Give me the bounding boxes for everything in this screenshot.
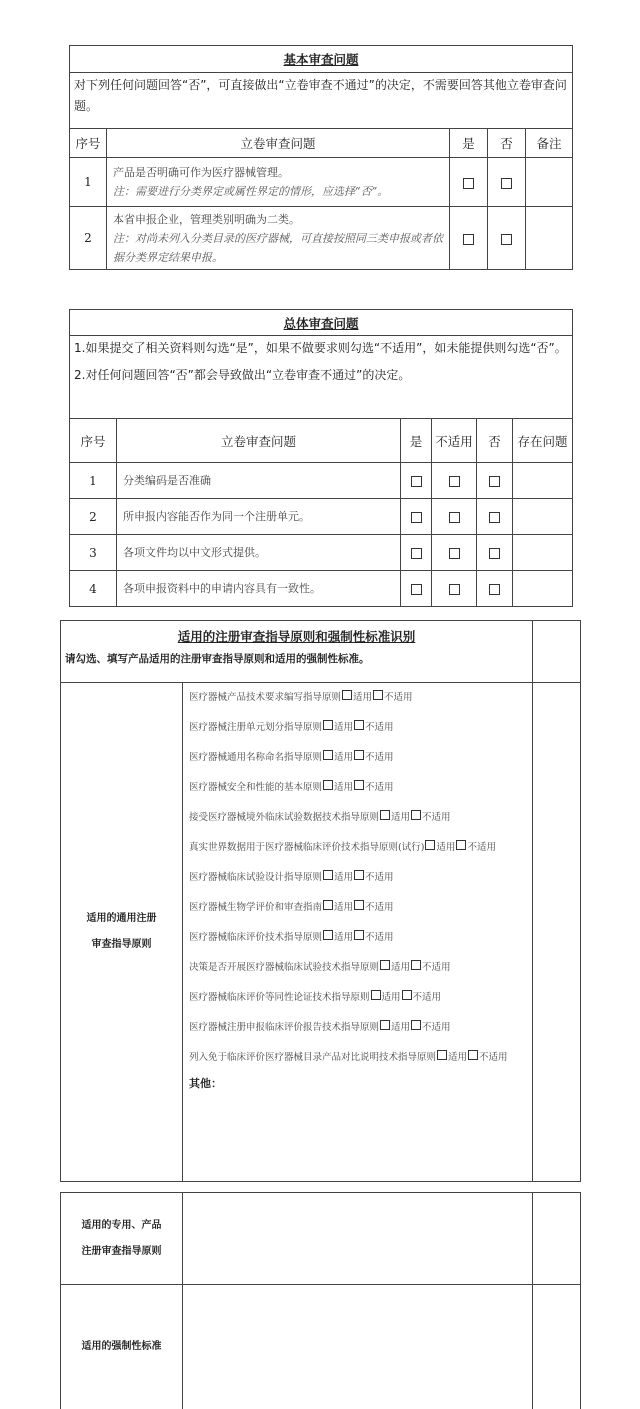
guideline-name: 医疗器械注册单元划分指导原则	[189, 722, 323, 733]
guideline-table	[60, 620, 581, 1182]
not-applicable-label: 不适用	[365, 722, 394, 733]
applicable-checkbox[interactable]	[323, 780, 333, 790]
guideline-name: 决策是否开展医疗器械临床试验技术指导原则	[189, 962, 380, 973]
yes-checkbox[interactable]	[411, 476, 422, 487]
yes-cell	[401, 463, 432, 499]
guideline-item	[189, 779, 526, 797]
not-applicable-label: 不适用	[365, 752, 394, 763]
other-guideline-label: 其他：	[189, 1077, 222, 1090]
col-header-no-answer: 否	[488, 129, 526, 158]
general-guideline-label	[61, 683, 183, 1182]
table-row	[70, 571, 573, 607]
no-cell	[477, 499, 513, 535]
not-applicable-checkbox[interactable]	[354, 900, 364, 910]
table-row	[70, 207, 573, 270]
not-applicable-label: 不适用	[384, 692, 413, 703]
applicable-checkbox[interactable]	[380, 960, 390, 970]
basic-review-title: 基本审查问题	[70, 46, 573, 73]
not-applicable-checkbox[interactable]	[449, 584, 460, 595]
guideline-intro: 请勾选、填写产品适用的注册审查指导原则和适用的强制性标准。	[61, 651, 533, 683]
special-standard-table	[60, 1192, 581, 1409]
guideline-name: 医疗器械临床试验设计指导原则	[189, 872, 323, 883]
not-applicable-checkbox[interactable]	[354, 870, 364, 880]
not-applicable-checkbox[interactable]	[354, 720, 364, 730]
not-applicable-checkbox[interactable]	[354, 780, 364, 790]
special-guideline-label	[61, 1193, 183, 1285]
question-text: 所申报内容能否作为同一个注册单元。	[117, 499, 401, 535]
overall-review-title: 总体审查问题	[70, 310, 573, 336]
question-text: 各项申报资料中的申请内容具有一致性。	[117, 571, 401, 607]
applicable-label: 适用	[391, 812, 411, 823]
row-number: 1	[70, 158, 107, 207]
general-label-line-1: 适用的通用注册	[86, 913, 157, 924]
not-applicable-label: 不适用	[422, 812, 451, 823]
not-applicable-label: 不适用	[412, 992, 442, 1003]
guideline-item	[189, 719, 526, 737]
applicable-label: 适用	[334, 932, 354, 943]
na-cell	[432, 463, 477, 499]
guideline-item	[189, 749, 526, 767]
guideline-item	[189, 959, 526, 977]
applicable-checkbox[interactable]	[323, 930, 333, 940]
applicable-label: 适用	[381, 992, 401, 1003]
applicable-checkbox[interactable]	[371, 990, 381, 1000]
question-note: 注：需要进行分类界定或属性界定的情形，应选择“否”。	[113, 185, 389, 198]
guideline-item	[189, 899, 526, 917]
table-row	[70, 463, 573, 499]
yes-cell	[450, 158, 488, 207]
guideline-name: 列入免于临床评价医疗器械目录产品对比说明技术指导原则	[189, 1052, 437, 1063]
no-cell	[477, 463, 513, 499]
not-applicable-checkbox[interactable]	[411, 960, 421, 970]
general-guideline-side	[533, 683, 581, 1182]
applicable-label: 适用	[448, 1052, 468, 1063]
table-row	[70, 535, 573, 571]
issues-cell[interactable]	[513, 535, 573, 571]
table-row	[70, 499, 573, 535]
applicable-label: 适用	[436, 842, 456, 853]
applicable-checkbox[interactable]	[323, 870, 333, 880]
guideline-item	[189, 689, 526, 707]
guideline-name: 医疗器械临床评价等同性论证技术指导原则	[189, 992, 370, 1003]
mandatory-standard-input[interactable]	[183, 1285, 533, 1409]
general-label-line-2: 审查指导原则	[91, 939, 152, 950]
general-guideline-list	[183, 683, 533, 1182]
no-checkbox[interactable]	[501, 178, 512, 189]
col-header-question: 立卷审查问题	[117, 419, 401, 463]
special-label-line-2: 注册审查指导原则	[81, 1245, 162, 1257]
applicable-checkbox[interactable]	[323, 750, 333, 760]
no-checkbox[interactable]	[489, 548, 500, 559]
remark-cell[interactable]	[526, 158, 573, 207]
overall-intro-line-2: 2.对任何问题回答“否”都会导致做出“立卷审查不通过”的决定。	[74, 368, 411, 382]
yes-checkbox[interactable]	[463, 178, 474, 189]
applicable-label: 适用	[334, 902, 354, 913]
guideline-name: 医疗器械通用名称命名指导原则	[189, 752, 323, 763]
question-text: 各项文件均以中文形式提供。	[117, 535, 401, 571]
question-cell	[107, 158, 450, 207]
applicable-label: 适用	[391, 962, 411, 973]
col-header-no-answer: 否	[477, 419, 513, 463]
guideline-item	[189, 989, 526, 1007]
no-checkbox[interactable]	[489, 512, 500, 523]
guideline-name: 医疗器械产品技术要求编写指导原则	[189, 692, 342, 703]
not-applicable-checkbox[interactable]	[411, 810, 421, 820]
not-applicable-checkbox[interactable]	[411, 1020, 421, 1030]
applicable-checkbox[interactable]	[323, 900, 333, 910]
table-row	[70, 158, 573, 207]
col-header-yes: 是	[401, 419, 432, 463]
guideline-title: 适用的注册审查指导原则和强制性标准识别	[61, 621, 533, 651]
no-checkbox[interactable]	[501, 234, 512, 245]
applicable-checkbox[interactable]	[425, 840, 435, 850]
applicable-label: 适用	[334, 722, 354, 733]
guideline-side-cell	[533, 621, 581, 683]
special-guideline-side	[533, 1193, 581, 1285]
guideline-item	[189, 1049, 526, 1067]
not-applicable-checkbox[interactable]	[449, 512, 460, 523]
not-applicable-checkbox[interactable]	[449, 476, 460, 487]
applicable-label: 适用	[353, 692, 373, 703]
question-cell	[107, 207, 450, 270]
col-header-yes: 是	[450, 129, 488, 158]
not-applicable-label: 不适用	[365, 902, 394, 913]
not-applicable-checkbox[interactable]	[354, 750, 364, 760]
not-applicable-checkbox[interactable]	[354, 930, 364, 940]
yes-checkbox[interactable]	[411, 584, 422, 595]
no-cell	[477, 571, 513, 607]
row-number: 3	[70, 535, 117, 571]
applicable-checkbox[interactable]	[323, 720, 333, 730]
guideline-item	[189, 809, 526, 827]
applicable-label: 适用	[334, 782, 354, 793]
guideline-item	[189, 1019, 526, 1037]
mandatory-standard-side	[533, 1285, 581, 1409]
guideline-name: 医疗器械临床评价技术指导原则	[189, 932, 323, 943]
col-header-question: 立卷审查问题	[107, 129, 450, 158]
question-text: 分类编码是否准确	[117, 463, 401, 499]
not-applicable-checkbox[interactable]	[402, 990, 412, 1000]
applicable-checkbox[interactable]	[437, 1050, 447, 1060]
issues-cell[interactable]	[513, 499, 573, 535]
applicable-checkbox[interactable]	[380, 1020, 390, 1030]
basic-review-table	[69, 45, 573, 270]
not-applicable-label: 不适用	[479, 1052, 508, 1063]
guideline-item	[189, 929, 526, 947]
not-applicable-label: 不适用	[422, 1022, 451, 1033]
guideline-name: 医疗器械安全和性能的基本原则	[189, 782, 323, 793]
applicable-label: 适用	[334, 752, 354, 763]
basic-review-intro: 对下列任何问题回答“否”，可直接做出“立卷审查不通过”的决定，不需要回答其他立卷审查问题。	[70, 73, 573, 129]
row-number: 1	[70, 463, 117, 499]
yes-cell	[401, 499, 432, 535]
col-header-no: 序号	[70, 129, 107, 158]
col-header-no: 序号	[70, 419, 117, 463]
special-guideline-input[interactable]	[183, 1193, 533, 1285]
no-checkbox[interactable]	[489, 476, 500, 487]
yes-cell	[401, 571, 432, 607]
overall-review-table	[69, 309, 573, 607]
row-number: 2	[70, 499, 117, 535]
question-text: 本省申报企业，管理类别明确为二类。	[113, 212, 300, 226]
row-number: 2	[70, 207, 107, 270]
row-number: 4	[70, 571, 117, 607]
guideline-name: 医疗器械注册申报临床评价报告技术指导原则	[189, 1022, 380, 1033]
guideline-name: 真实世界数据用于医疗器械临床评价技术指导原则(试行)	[189, 842, 425, 853]
not-applicable-checkbox[interactable]	[373, 690, 383, 700]
no-cell	[477, 535, 513, 571]
col-header-issues: 存在问题	[513, 419, 573, 463]
applicable-checkbox[interactable]	[342, 690, 352, 700]
yes-checkbox[interactable]	[411, 512, 422, 523]
guideline-item	[189, 869, 526, 887]
special-label-line-1: 适用的专用、产品	[81, 1219, 162, 1231]
remark-cell[interactable]	[526, 207, 573, 270]
overall-review-intro	[70, 336, 573, 419]
yes-cell	[450, 207, 488, 270]
no-cell	[488, 207, 526, 270]
not-applicable-label: 不适用	[365, 782, 394, 793]
col-header-remark: 备注	[526, 129, 573, 158]
overall-intro-line-1: 1.如果提交了相关资料则勾选“是”，如果不做要求则勾选“不适用”，如未能提供则勾选“否”。	[74, 341, 567, 355]
question-text: 产品是否明确可作为医疗器械管理。	[113, 166, 289, 179]
question-note: 注：对尚未列入分类目录的医疗器械，可直接按照同三类申报或者依据分类界定结果申报。	[113, 231, 443, 264]
guideline-name: 接受医疗器械境外临床试验数据技术指导原则	[189, 812, 380, 823]
na-cell	[432, 571, 477, 607]
not-applicable-checkbox[interactable]	[456, 840, 466, 850]
no-checkbox[interactable]	[489, 584, 500, 595]
guideline-item	[189, 839, 526, 857]
na-cell	[432, 499, 477, 535]
applicable-label: 适用	[334, 872, 354, 883]
na-cell	[432, 535, 477, 571]
not-applicable-label: 不适用	[467, 842, 496, 853]
yes-cell	[401, 535, 432, 571]
applicable-label: 适用	[391, 1022, 411, 1033]
not-applicable-checkbox[interactable]	[468, 1050, 478, 1060]
not-applicable-label: 不适用	[422, 962, 451, 973]
not-applicable-label: 不适用	[365, 932, 394, 943]
yes-checkbox[interactable]	[411, 548, 422, 559]
issues-cell[interactable]	[513, 463, 573, 499]
not-applicable-checkbox[interactable]	[449, 548, 460, 559]
applicable-checkbox[interactable]	[380, 810, 390, 820]
col-header-not-applicable: 不适用	[432, 419, 477, 463]
issues-cell[interactable]	[513, 571, 573, 607]
guideline-name: 医疗器械生物学评价和审查指南	[189, 902, 323, 913]
not-applicable-label: 不适用	[365, 872, 394, 883]
yes-checkbox[interactable]	[463, 234, 474, 245]
no-cell	[488, 158, 526, 207]
mandatory-standard-label: 适用的强制性标准	[61, 1285, 183, 1409]
